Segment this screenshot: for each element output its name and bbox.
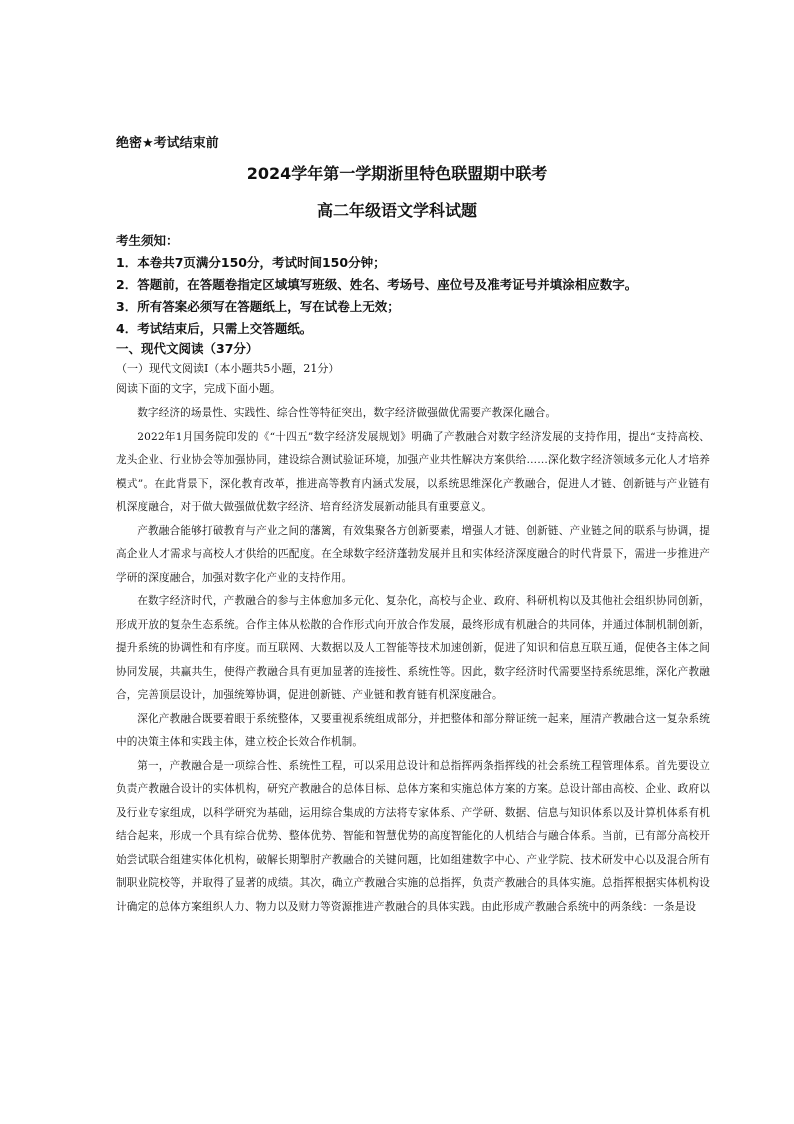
article-paragraph: 第一，产教融合是一项综合性、系统性工程，可以采用总设计和总指挥两条指挥线的社会系统工程管理体系。首先要设立负责产教融合设计的实体机构，研究产教融合的总体目标、总体方案和实施总体方案的方案。总设计部由高校、企业、政府以及行业专家组成，以科学研究为基础，运用综合集成的方法将专家体系、产学研、数据、信息与知识体系以及计算机体系有机结合起来，形成一个具有综合优势、整体优势、智能和智慧优势的高度智能化的人机结合与融合体系。当前，已有部分高校开始尝试联合组建实体化机构，破解长期掣肘产教融合的关键问题，比如组建数字中心、产业学院、技术研发中心以及混合所有制职业院校等，并取得了显著的成绩。其次，确立产教融合实施的总指挥，负责产教融合的具体实施。总指挥根据实体机构设计确定的总体方案组织人力、物力以及财力等资源推进产教融合的具体实践。由此形成产教融合系统中的两条线：一条是设 (116, 759, 710, 913)
candidate-notice (116, 230, 716, 340)
notice-item: 4．考试结束后，只需上交答题纸。 (116, 321, 313, 336)
notice-item: 1．本卷共7页满分150分，考试时间150分钟； (116, 255, 386, 270)
notice-item: 3．所有答案必须写在答题纸上，写在试卷上无效； (116, 299, 400, 314)
article-paragraph: 产教融合能够打破教育与产业之间的藩篱，有效集聚各方创新要素，增强人才链、创新链、产业链之间的联系与协调，提高企业人才需求与高校人才供给的匹配度。在全球数字经济蓬勃发展并且和实体经济深度融合的时代背景下，需进一步推进产学研的深度融合，加强对数字化产业的支持作用。 (116, 524, 710, 584)
notice-heading: 考生须知： (116, 233, 179, 248)
reading-article (116, 402, 710, 919)
section-subheading: （一）现代文阅读Ⅰ（本小题共5小题，21分） (116, 362, 340, 375)
article-paragraph: 在数字经济时代，产教融合的参与主体愈加多元化、复杂化，高校与企业、政府、科研机构以及其他社会组织协同创新，形成开放的复杂生态系统。合作主体从松散的合作形式向开放合作发展，最终形成有机融合的共同体，并通过体制机制创新，提升系统的协调性和有序度。而互联网、大数据以及人工智能等技术加速创新，促进了知识和信息互联互通，促使各主体之间协同发展，共赢共生，使得产教融合具有更加显著的连接性、系统性等。因此，数字经济时代需要坚持系统思维，深化产教融合，完善顶层设计，加强统筹协调，促进创新链、产业链和教育链有机深度融合。 (116, 595, 710, 701)
reading-instruction: 阅读下面的文字，完成下面小题。 (116, 382, 281, 395)
article-paragraph: 数字经济的场景性、实践性、综合性等特征突出，数字经济做强做优需要产教深化融合。 (137, 407, 557, 419)
article-paragraph: 2022年1月国务院印发的《“十四五”数字经济发展规划》明确了产教融合对数字经济发展的支持作用，提出“支持高校、龙头企业、行业协会等加强协同，建设综合测试验证环境，加强产业共性解决方案供给……深化数字经济领域多元化人才培养模式”。在此背景下，深化教育改革，推进高等教育内涵式发展，以系统思维深化产教融合，促进人才链、创新链与产业链有机深度融合，对于做大做强做优数字经济、培育经济发展新动能具有重要意义。 (116, 430, 710, 513)
exam-subtitle: 高二年级语文学科试题 (316, 201, 477, 220)
exam-title: 2024学年第一学期浙里特色联盟期中联考 (246, 164, 548, 183)
secret-mark: 绝密★考试结束前 (116, 136, 219, 151)
article-paragraph: 深化产教融合既要着眼于系统整体，又要重视系统组成部分，并把整体和部分辩证统一起来，厘清产教融合这一复杂系统中的决策主体和实践主体，建立校企长效合作机制。 (116, 712, 710, 748)
notice-item: 2．答题前，在答题卷指定区域填写班级、姓名、考场号、座位号及准考证号并填涂相应数字。 (116, 277, 638, 292)
section-heading: 一、现代文阅读（37分） (116, 341, 259, 356)
